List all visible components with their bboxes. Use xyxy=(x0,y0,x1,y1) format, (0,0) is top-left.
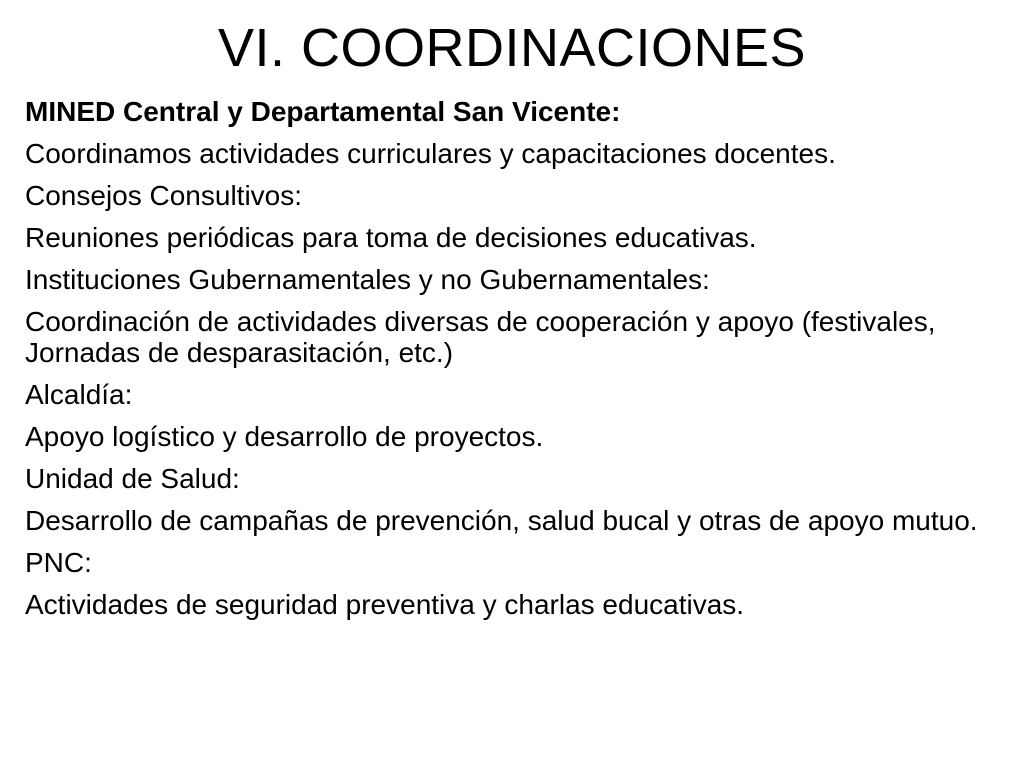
slide-body xyxy=(25,96,985,631)
line-salud-description: Desarrollo de campañas de prevención, salud bucal y otras de apoyo mutuo. xyxy=(25,505,978,536)
line-alcaldia-description: Apoyo logístico y desarrollo de proyectos. xyxy=(25,421,544,452)
line-instituciones-heading: Instituciones Gubernamentales y no Gubernamentales: xyxy=(25,264,710,295)
line-instituciones-description: Coordinación de actividades diversas de cooperación y apoyo (festivales, Jornadas de desparasitación, etc.) xyxy=(25,306,936,368)
line-pnc-heading: PNC: xyxy=(25,547,92,578)
slide-title: VI. COORDINACIONES xyxy=(217,18,807,78)
line-salud-heading: Unidad de Salud: xyxy=(25,463,240,494)
line-consejos-heading: Consejos Consultivos: xyxy=(25,180,303,211)
line-mined-description: Coordinamos actividades curriculares y capacitaciones docentes. xyxy=(25,138,836,169)
line-alcaldia-heading: Alcaldía: xyxy=(25,379,133,410)
line-mined-heading: MINED Central y Departamental San Vicente: xyxy=(25,96,621,127)
line-consejos-description: Reuniones periódicas para toma de decisiones educativas. xyxy=(25,222,757,253)
line-pnc-description: Actividades de seguridad preventiva y charlas educativas. xyxy=(25,589,745,620)
